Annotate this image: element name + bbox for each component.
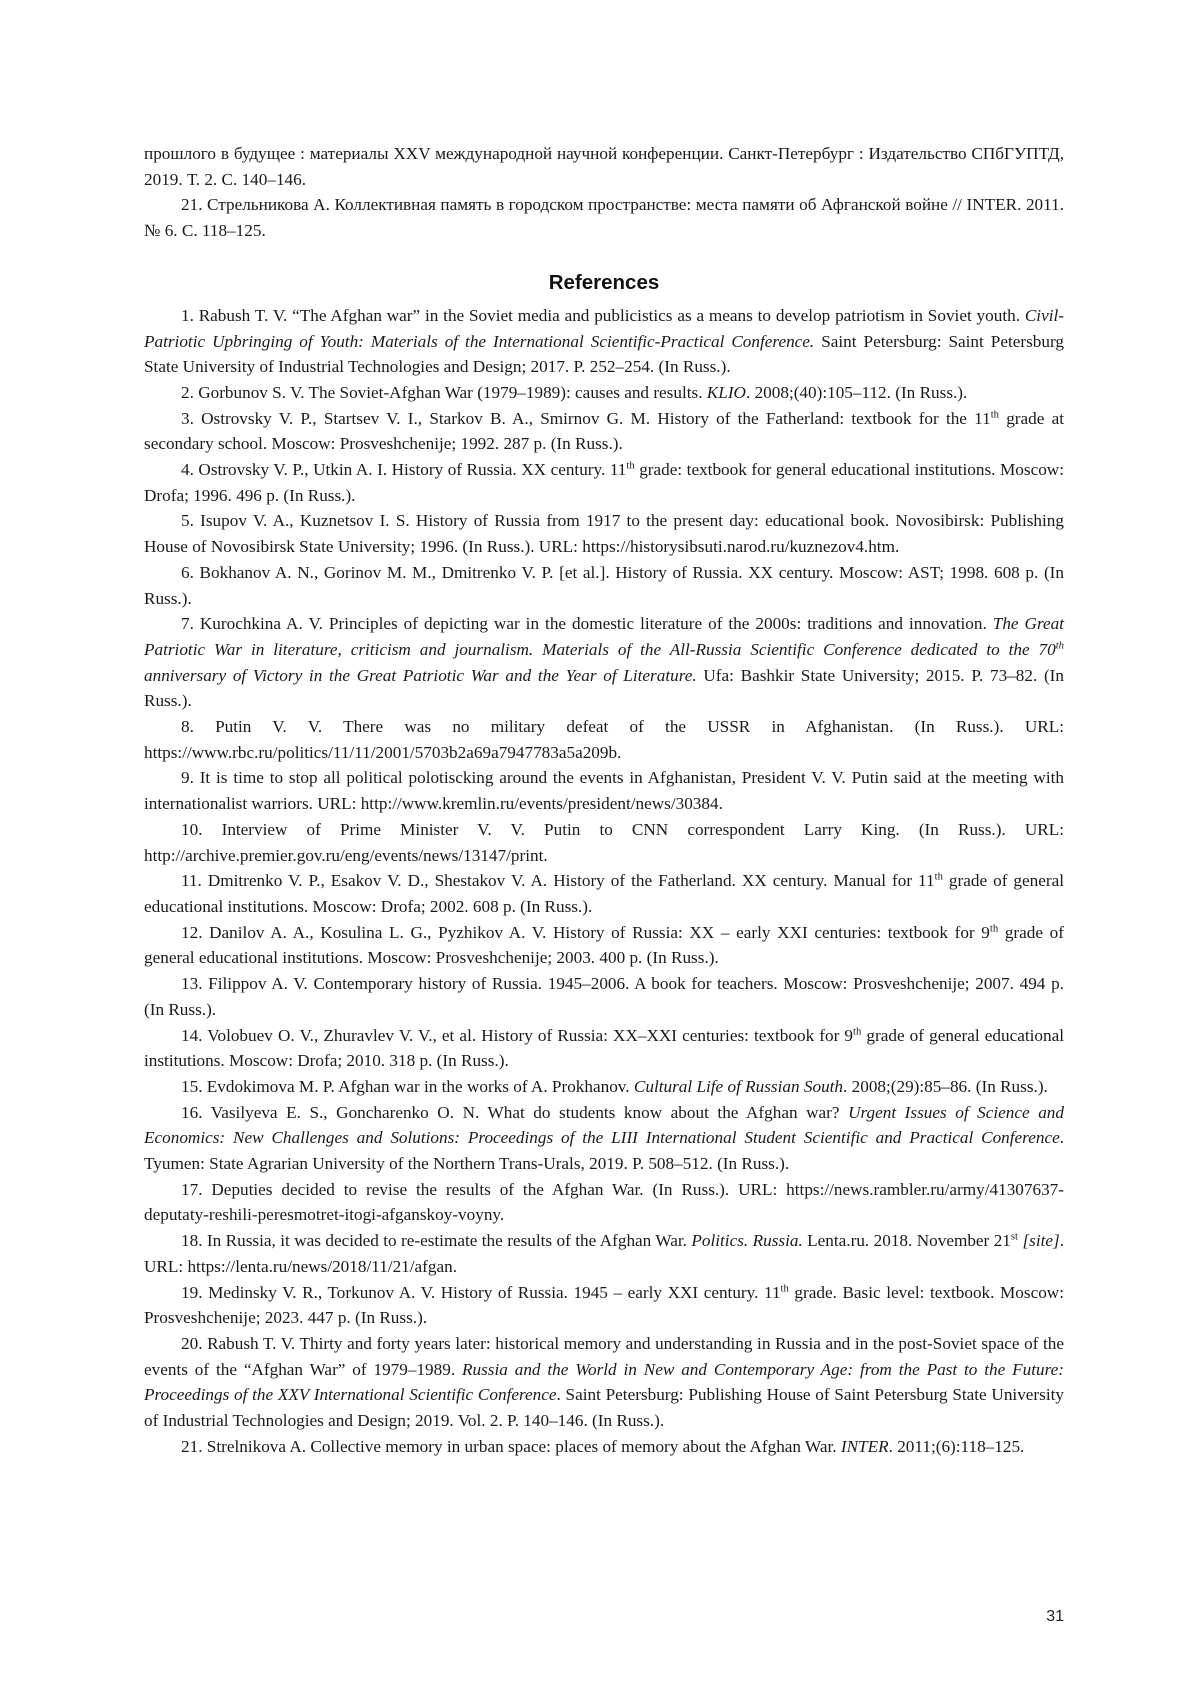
reference-17: 17. Deputies decided to revise the results of the Afghan War. (In Russ.). URL: https://news.rambler.ru/army/41307637-deputaty-reshili-peresmotret-itogi-afganskoy-voyny. [144, 1177, 1064, 1228]
reference-20: 20. Rabush T. V. Thirty and forty years later: historical memory and understanding in Russia and in the post-Soviet space of the events of the “Afghan War” of 1979–1989. Russia and the World in New and Contemporary Age: from the Past to the Future: Proceedings of the XXV International Scientific Conference. Saint Petersburg: Publishing House of Saint Petersburg State University of Industrial Technologies and Design; 2019. Vol. 2. P. 140–146. (In Russ.). [144, 1331, 1064, 1434]
reference-4: 4. Ostrovsky V. P., Utkin A. I. History of Russia. XX century. 11th grade: textbook for general educational institutions. Moscow: Drofa; 1996. 496 p. (In Russ.). [144, 457, 1064, 508]
reference-7: 7. Kurochkina A. V. Principles of depicting war in the domestic literature of the 2000s: traditions and innovation. The Great Patriotic War in literature, criticism and journalism. Materials of the All-Russia Scientific Conference dedicated to the 70th anniversary of Victory in the Great Patriotic War and the Year of Literature. Ufa: Bashkir State University; 2015. P. 73–82. (In Russ.). [144, 611, 1064, 714]
reference-18: 18. In Russia, it was decided to re-estimate the results of the Afghan War. Politics. Russia. Lenta.ru. 2018. November 21st [site]. URL: https://lenta.ru/news/2018/11/21/afgan. [144, 1228, 1064, 1279]
page-number: 31 [1000, 1608, 1064, 1626]
ru-reference-continuation: прошлого в будущее : материалы XXV международной научной конференции. Санкт-Петербург : Издательство СПбГУПТД, 2019. Т. 2. С. 140–146. [144, 141, 1064, 192]
reference-16: 16. Vasilyeva E. S., Goncharenko O. N. What do students know about the Afghan war? Urgent Issues of Science and Economics: New Challenges and Solutions: Proceedings of the LIII International Student Scientific and Practical Conference. Tyumen: State Agrarian University of the Northern Trans-Urals, 2019. P. 508–512. (In Russ.). [144, 1100, 1064, 1177]
page-body [144, 141, 1064, 1459]
reference-21: 21. Strelnikova A. Collective memory in urban space: places of memory about the Afghan War. INTER. 2011;(6):118–125. [144, 1434, 1064, 1460]
reference-5: 5. Isupov V. A., Kuznetsov I. S. History of Russia from 1917 to the present day: educational book. Novosibirsk: Publishing House of Novosibirsk State University; 1996. (In Russ.). URL: https://historysibsuti.narod.ru/kuznezov4.htm. [144, 508, 1064, 559]
reference-9: 9. It is time to stop all political polotiscking around the events in Afghanistan, President V. V. Putin said at the meeting with internationalist warriors. URL: http://www.kremlin.ru/events/president/news/30384. [144, 765, 1064, 816]
reference-3: 3. Ostrovsky V. P., Startsev V. I., Starkov B. A., Smirnov G. M. History of the Fatherland: textbook for the 11th grade at secondary school. Moscow: Prosveshchenije; 1992. 287 p. (In Russ.). [144, 406, 1064, 457]
reference-11: 11. Dmitrenko V. P., Esakov V. D., Shestakov V. A. History of the Fatherland. XX century. Manual for 11th grade of general educational institutions. Moscow: Drofa; 2002. 608 p. (In Russ.). [144, 868, 1064, 919]
ru-reference-21: 21. Стрельникова А. Коллективная память в городском пространстве: места памяти об Афганской войне // INTER. 2011. № 6. С. 118–125. [144, 192, 1064, 243]
references-heading: References [144, 244, 1064, 303]
reference-6: 6. Bokhanov A. N., Gorinov M. M., Dmitrenko V. P. [et al.]. History of Russia. XX century. Moscow: AST; 1998. 608 p. (In Russ.). [144, 560, 1064, 611]
reference-1: 1. Rabush T. V. “The Afghan war” in the Soviet media and publicistics as a means to develop patriotism in Soviet youth. Civil-Patriotic Upbringing of Youth: Materials of the International Scientific-Practical Conference. Saint Petersburg: Saint Petersburg State University of Industrial Technologies and Design; 2017. P. 252–254. (In Russ.). [144, 303, 1064, 380]
reference-8: 8. Putin V. V. There was no military defeat of the USSR in Afghanistan. (In Russ.). URL: https://www.rbc.ru/politics/11/11/2001/5703b2a69a7947783a5a209b. [144, 714, 1064, 765]
reference-14: 14. Volobuev O. V., Zhuravlev V. V., et al. History of Russia: XX–XXI centuries: textbook for 9th grade of general educational institutions. Moscow: Drofa; 2010. 318 p. (In Russ.). [144, 1023, 1064, 1074]
reference-2: 2. Gorbunov S. V. The Soviet-Afghan War (1979–1989): causes and results. KLIO. 2008;(40):105–112. (In Russ.). [144, 380, 1064, 406]
reference-13: 13. Filippov A. V. Contemporary history of Russia. 1945–2006. A book for teachers. Moscow: Prosveshchenije; 2007. 494 p. (In Russ.). [144, 971, 1064, 1022]
reference-12: 12. Danilov A. A., Kosulina L. G., Pyzhikov A. V. History of Russia: XX – early XXI centuries: textbook for 9th grade of general educational institutions. Moscow: Prosveshchenije; 2003. 400 p. (In Russ.). [144, 920, 1064, 971]
reference-19: 19. Medinsky V. R., Torkunov A. V. History of Russia. 1945 – early XXI century. 11th grade. Basic level: textbook. Moscow: Prosveshchenije; 2023. 447 p. (In Russ.). [144, 1280, 1064, 1331]
reference-10: 10. Interview of Prime Minister V. V. Putin to CNN correspondent Larry King. (In Russ.). URL: http://archive.premier.gov.ru/eng/events/news/13147/print. [144, 817, 1064, 868]
reference-15: 15. Evdokimova M. P. Afghan war in the works of A. Prokhanov. Cultural Life of Russian South. 2008;(29):85–86. (In Russ.). [144, 1074, 1064, 1100]
